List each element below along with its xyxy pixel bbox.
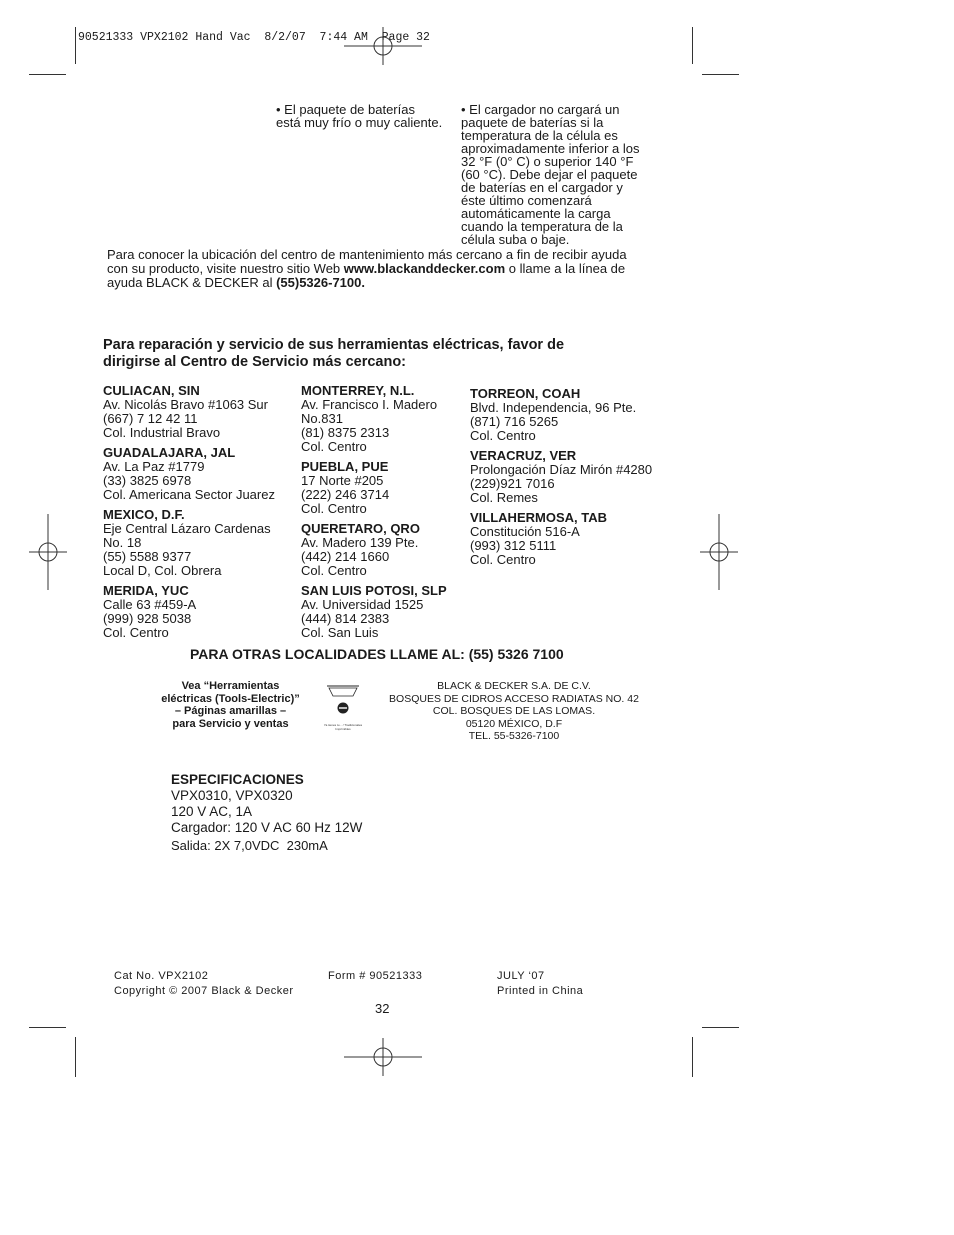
crop-mark xyxy=(75,1037,76,1077)
other-locations-phone: PARA OTRAS LOCALIDADES LLAME AL: (55) 5326 7100 xyxy=(190,646,564,662)
service-center: VILLAHERMOSA, TAB Constitución 516-A (993) 312 5111 Col. Centro xyxy=(470,510,607,567)
company-address: BLACK & DECKER S.A. DE C.V. BOSQUES DE CIDROS ACCESO RADIATAS NO. 42 COL. BOSQUES DE LAS LOMAS. 05120 MÉXICO, D.F TEL. 55-5326-7100 xyxy=(389,680,639,742)
service-centers-col2 xyxy=(301,384,471,640)
help-phone: (55)5326-7100. xyxy=(276,275,365,290)
crop-mark xyxy=(692,27,693,64)
service-center: MERIDA, YUC Calle 63 #459-A (999) 928 5038 Col. Centro xyxy=(103,583,197,640)
service-center: VERACRUZ, VER Prolongación Díaz Mirón #4280 (229)921 7016 Col. Remes xyxy=(470,448,653,505)
service-centers-col3 xyxy=(470,387,680,567)
charger-note: • El cargador no cargará un paquete de baterías si la temperatura de la célula es aproximadamente inferior a los 32 °F (0° C) o superior 140 °F (60 °C). Debe dejar el paquete de baterías en el cargador y éste último comenzará automáticamente la carga cuando la temperatura de la célula suba o baje. xyxy=(461,102,640,247)
walking-fingers-icon xyxy=(323,684,363,718)
specifications: ESPECIFICACIONES VPX0310, VPX0320 120 V AC, 1A Cargador: 120 V AC 60 Hz 12W Salida: 2X 7,0VDC 230mA xyxy=(171,772,471,854)
service-center: CULIACAN, SIN Av. Nicolás Bravo #1063 Sur (667) 7 12 42 11 Col. Industrial Bravo xyxy=(103,383,268,440)
crop-mark xyxy=(702,1027,739,1028)
page-number: 32 xyxy=(375,1001,390,1016)
print-slug: 90521333 VPX2102 Hand Vac 8/2/07 7:44 AM Page 32 xyxy=(78,31,430,44)
yellow-pages-note: Vea “Herramientas eléctricas (Tools-Electric)” – Páginas amarillas – para Servicio y ventas xyxy=(161,680,300,730)
service-info-paragraph: Para conocer la ubicación del centro de mantenimiento más cercano a fin de recibir ayuda con su producto, visite nuestro sitio Web www.blackanddecker.com o llame a la línea de ayuda BLACK & DECKER al (55)5326-7100. xyxy=(107,247,627,290)
crop-mark xyxy=(692,1037,693,1077)
service-center: PUEBLA, PUE 17 Norte #205 (222) 246 3714 Col. Centro xyxy=(301,459,390,516)
form-number: Form # 90521333 xyxy=(328,970,423,982)
battery-temp-note: • El paquete de baterías está muy frío o muy caliente. xyxy=(276,102,443,130)
crop-mark xyxy=(702,74,739,75)
registration-mark-bottom xyxy=(344,1038,422,1076)
service-center: SAN LUIS POTOSI, SLP Av. Universidad 1525 (444) 814 2383 Col. San Luis xyxy=(301,583,447,640)
website-link[interactable]: www.blackanddecker.com xyxy=(343,261,506,276)
printed-in: Printed in China xyxy=(497,985,584,997)
registration-mark-right xyxy=(700,514,738,590)
yellow-pages-logo xyxy=(323,684,363,732)
crop-mark xyxy=(75,27,76,64)
publication-date: JULY ‘07 xyxy=(497,970,545,982)
service-center: GUADALAJARA, JAL Av. La Paz #1779 (33) 3825 6978 Col. Americana Sector Juarez xyxy=(103,445,275,502)
service-center: MONTERREY, N.L. Av. Francisco I. Madero No.831 (81) 8375 2313 Col. Centro xyxy=(301,383,438,454)
repair-heading: Para reparación y servicio de sus herramientas eléctricas, favor de dirigirse al Centro de Servicio más cercano: xyxy=(103,337,565,370)
registration-mark-left xyxy=(29,514,67,590)
logo-caption: Ya tienes tu... / Tradicionales Imprimibles xyxy=(323,723,363,731)
catalog-number: Cat No. VPX2102 xyxy=(114,970,209,982)
service-center: TORREON, COAH Blvd. Independencia, 96 Pte. (871) 716 5265 Col. Centro xyxy=(470,386,637,443)
service-center: QUERETARO, QRO Av. Madero 139 Pte. (442) 214 1660 Col. Centro xyxy=(301,521,420,578)
crop-mark xyxy=(29,1027,66,1028)
specs-title: ESPECIFICACIONES xyxy=(171,772,304,787)
service-center: MEXICO, D.F. Eje Central Lázaro Cardenas No. 18 (55) 5588 9377 Local D, Col. Obrera xyxy=(103,507,271,578)
copyright: Copyright © 2007 Black & Decker xyxy=(114,985,294,997)
service-centers-col1 xyxy=(103,384,298,640)
crop-mark xyxy=(29,74,66,75)
